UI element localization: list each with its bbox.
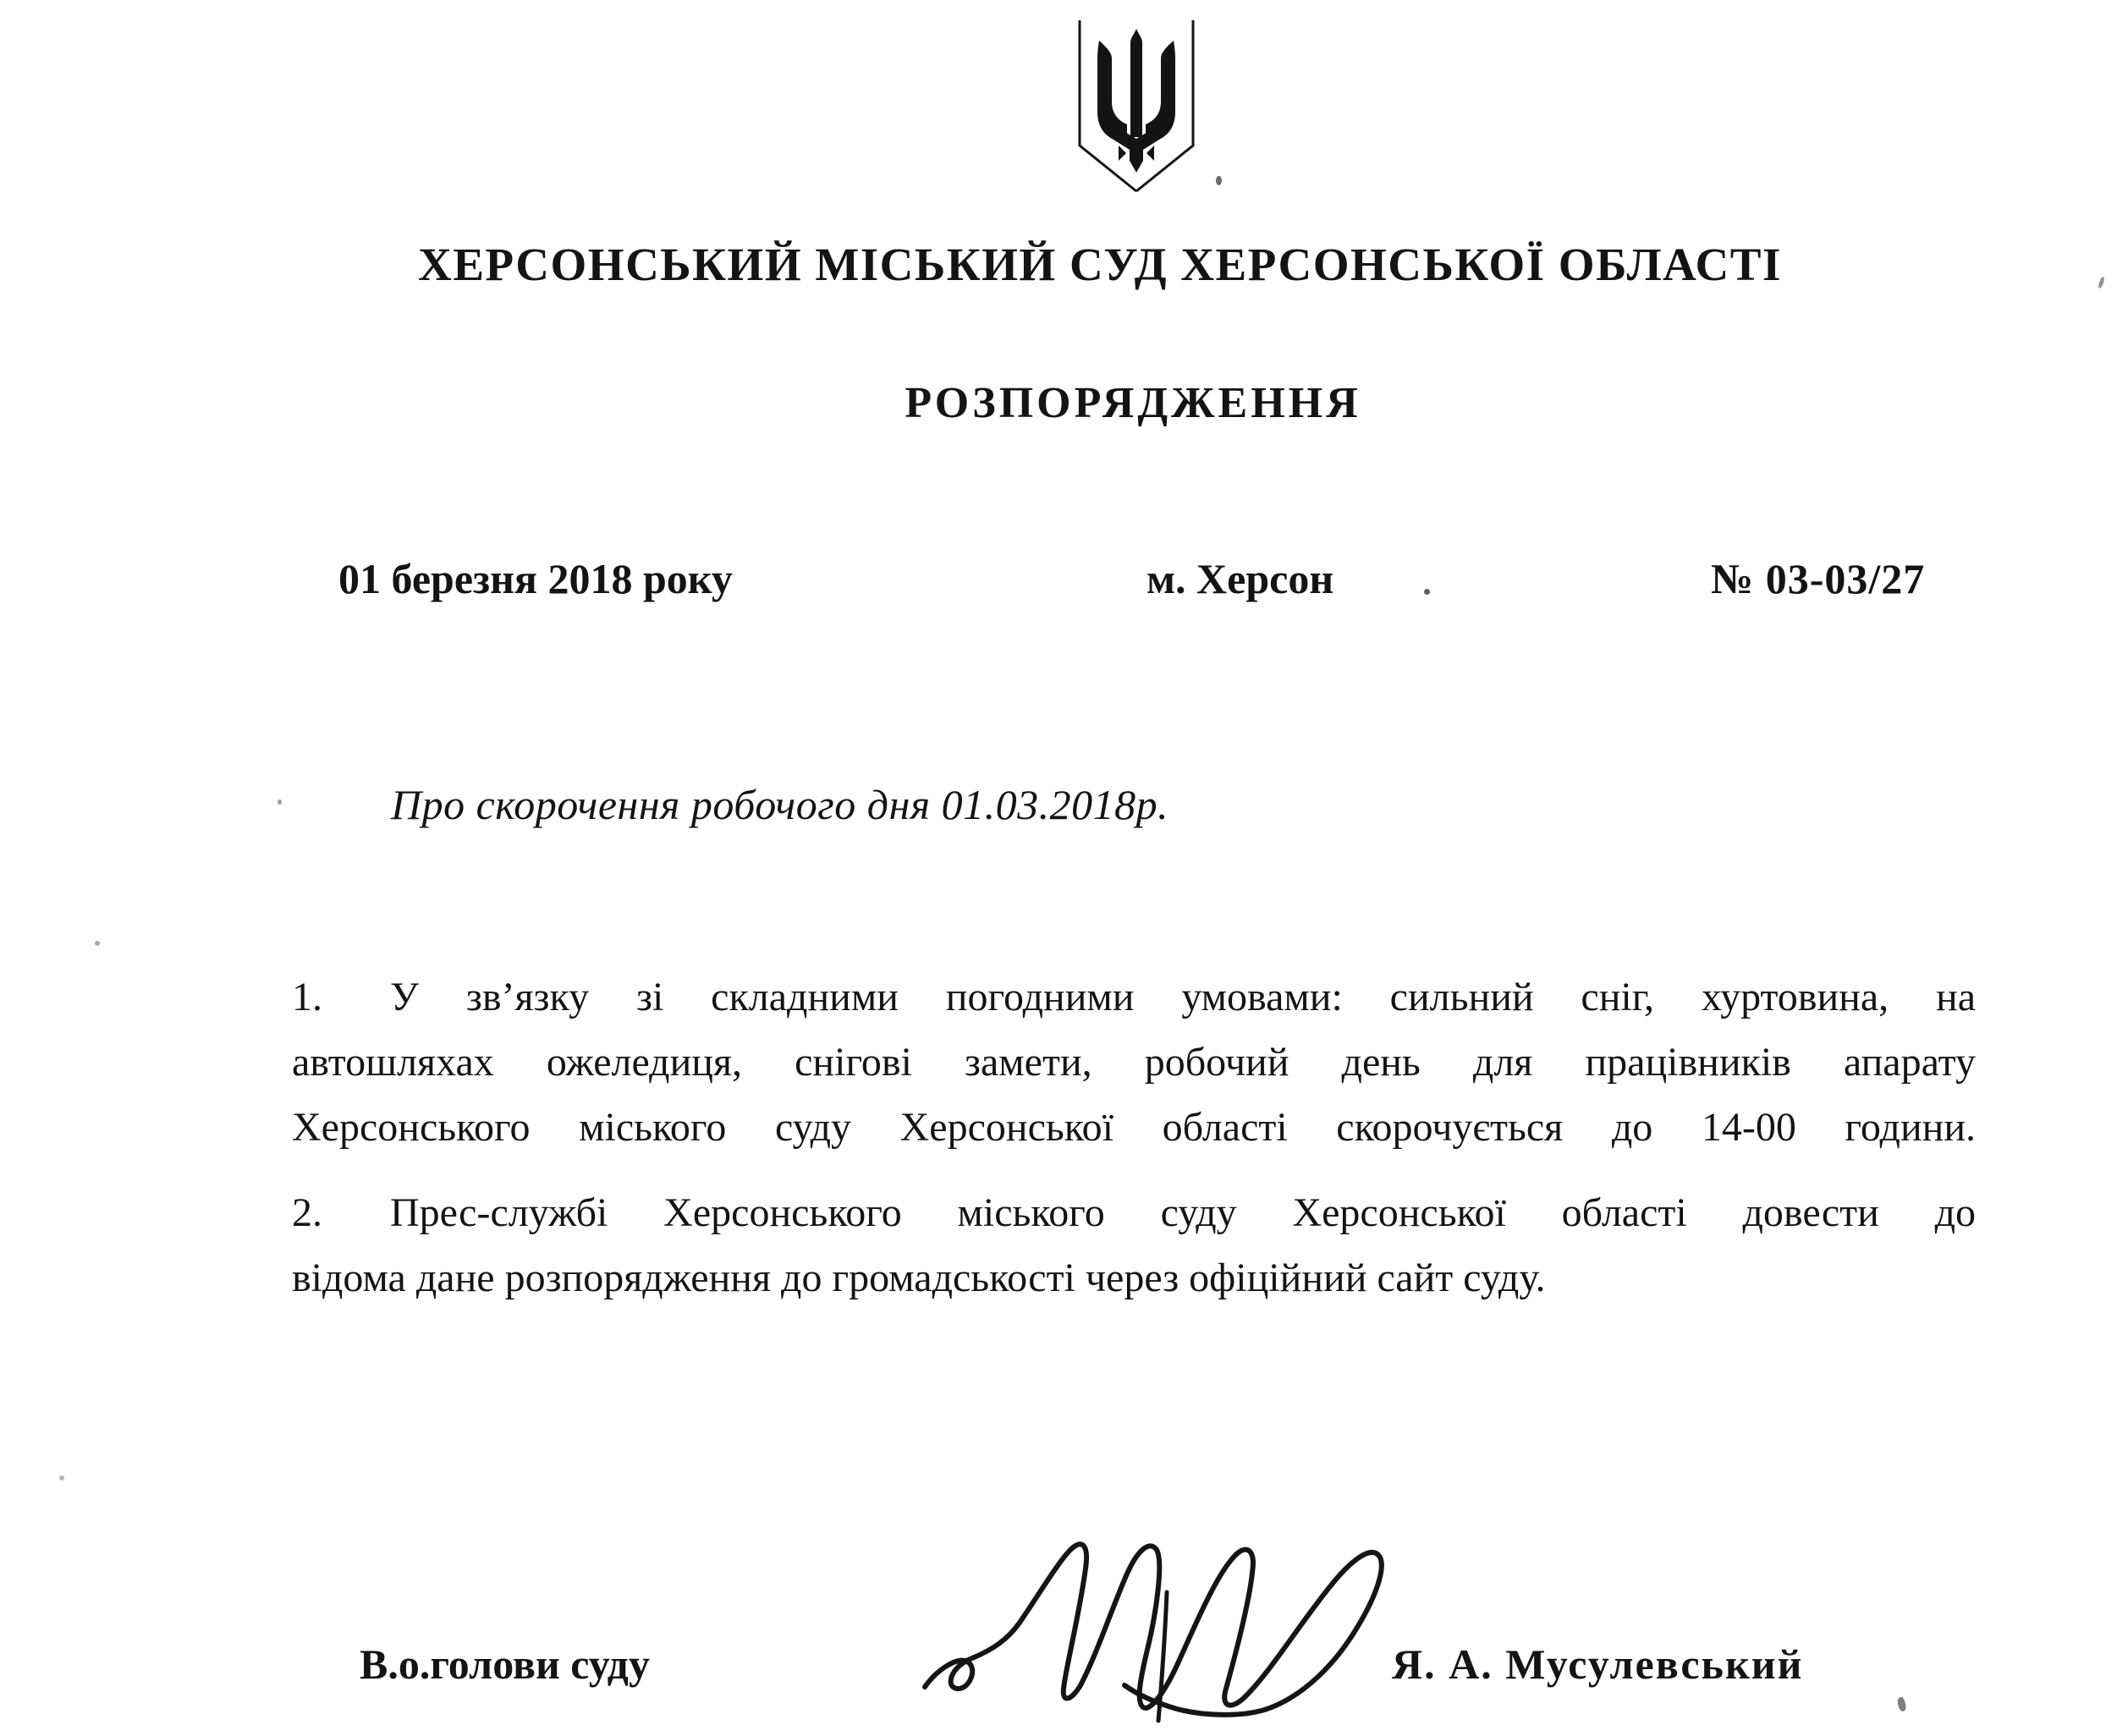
signer-name: Я. А. Мусулевський xyxy=(1392,1640,1804,1688)
doc-number: № 03-03/27 xyxy=(1711,555,1926,602)
ukraine-trident-icon xyxy=(1076,20,1196,199)
paragraph-1-line-1: 1. У зв’язку зі складними погодними умовами: сильний сніг, хуртовина, на xyxy=(292,975,1976,1019)
scan-speck xyxy=(95,941,100,946)
doc-subject: Про скорочення робочого дня 01.03.2018р. xyxy=(391,781,1169,828)
doc-date: 01 березня 2018 року xyxy=(338,555,733,602)
scan-speck xyxy=(1896,1696,1907,1712)
paragraph-2-line-1: 2. Прес-службі Херсонського міського суду Херсонської області довести до xyxy=(292,1190,1976,1235)
scan-speck xyxy=(1424,589,1430,595)
paragraph-2-number: 2. xyxy=(292,1190,322,1235)
paragraph-1-line-3: Херсонського міського суду Херсонської області скорочується до 14-00 години. xyxy=(292,1105,1976,1150)
paragraph-1-number: 1. xyxy=(292,975,322,1019)
scan-speck xyxy=(59,1475,64,1481)
scan-speck xyxy=(278,799,282,805)
scan-speck xyxy=(1216,176,1222,185)
signer-role: В.о.голови суду xyxy=(360,1640,650,1688)
paragraph-1-line-2: автошляхах ожеледиця, снігові замети, робочий день для працівників апарату xyxy=(292,1040,1976,1085)
handwritten-signature xyxy=(918,1533,1510,1732)
paragraph-2 xyxy=(292,1180,1976,1310)
doc-place: м. Херсон xyxy=(1146,555,1334,602)
court-name-title: ХЕРСОНСЬКИЙ МІСЬКИЙ СУД ХЕРСОНСЬКОЇ ОБЛАСТІ xyxy=(418,239,1782,290)
doc-type-heading: РОЗПОРЯДЖЕННЯ xyxy=(905,379,1361,427)
paragraph-1 xyxy=(292,964,1976,1160)
paragraph-2-line-2: відома дане розпорядження до громадськості через офіційний сайт суду. xyxy=(292,1255,1546,1300)
